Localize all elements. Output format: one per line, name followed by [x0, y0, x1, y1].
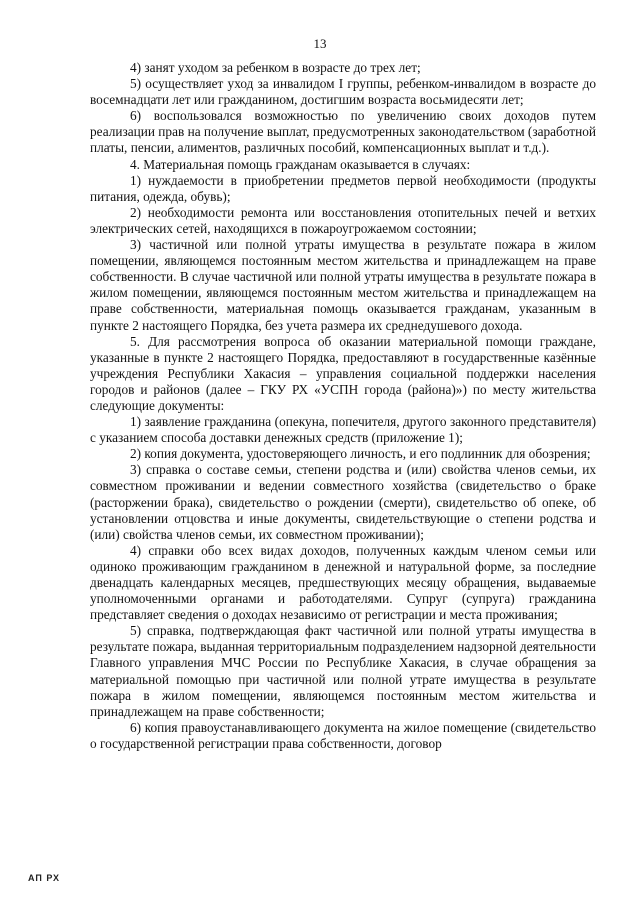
- footer-mark: АП РХ: [28, 873, 61, 883]
- paragraph-item-4-childcare: 4) занят уходом за ребенком в возрасте до трех лет;: [130, 60, 421, 75]
- paragraph-section-5-heading: 5. Для рассмотрения вопроса об оказании материальной помощи граждане, указанные в пункте 2 настоящего Порядка, предоставляют в государственные казённые учреждения Республики Хакасия – управления социальной поддержки населения городов и районов (далее – ГКУ РХ «УСПН города (района)») по месту жительства следующие документы:: [90, 333, 596, 413]
- paragraph-doc-4-income: 4) справки обо всех видах доходов, полученных каждым членом семьи или одиноко проживающим гражданином в денежной и натуральной форме, за последние двенадцать календарных месяцев, предшествующих месяцу обращения, выдаваемые уполномоченными органами и работодателями. Супруг (супруга) гражданина представляет сведения о доходах независимо от регистрации и места проживания;: [90, 542, 596, 623]
- document-body: [90, 60, 596, 752]
- page-number: 13: [313, 36, 327, 51]
- paragraph-case-2-repair: 2) необходимости ремонта или восстановления отопительных печей и ветхих электрических сетей, находящихся в пожароугрожаемом состоянии;: [90, 204, 596, 236]
- paragraph-doc-2-identity: 2) копия документа, удостоверяющего личность, и его подлинник для обозрения;: [130, 446, 591, 462]
- paragraph-doc-3-family: 3) справка о составе семьи, степени родства и (или) свойства членов семьи, их совместном проживании и ведении совместного хозяйства (свидетельство о браке (расторжении брака), свидетельство о рождении (смерти), свидетельство об опеке, об установлении отцовства и иные документы, свидетельствующие о степени родства и (или) свойства членов семьи, их совместном проживании);: [90, 462, 596, 542]
- paragraph-doc-5-fire-certificate: 5) справка, подтверждающая факт частичной или полной утраты имущества в результате пожара, выданная территориальным подразделением надзорной деятельности Главного управления МЧС России по Республике Хакасия, в случае обращения за материальной помощью при частичной или полной утрате имущества в результате пожара в жилом помещении, являющемся постоянным местом жительства и принадлежащем на праве собственности;: [90, 623, 596, 719]
- paragraph-item-5-disabled-care: 5) осуществляет уход за инвалидом I группы, ребенком-инвалидом в возрасте до восемнадцати лет или гражданином, достигшим возраста восьмидесяти лет;: [90, 76, 596, 108]
- paragraph-section-4-heading: 4. Материальная помощь гражданам оказывается в случаях:: [130, 156, 471, 172]
- paragraph-doc-1-application: 1) заявление гражданина (опекуна, попечителя, другого законного представителя) с указанием способа доставки денежных средств (приложение 1);: [90, 414, 596, 446]
- paragraph-case-3-fire: 3) частичной или полной утраты имущества в результате пожара в жилом помещении, являющемся постоянным местом жительства и принадлежащем на праве собственности. В случае частичной или полной утраты имущества в результате пожара в жилом помещении, являющемся постоянным местом жительства и принадлежащем на праве собственности, материальная помощь оказывается гражданам, указанным в пункте 2 настоящего Порядка, без учета размера их среднедушевого дохода.: [90, 237, 596, 333]
- paragraph-case-1-necessities: 1) нуждаемости в приобретении предметов первой необходимости (продукты питания, одежда, обувь);: [90, 172, 596, 204]
- paragraph-item-6-income: 6) воспользовался возможностью по увеличению своих доходов путем реализации прав на получение выплат, предусмотренных законодательством (заработной платы, пенсии, алиментов, различных пособий, компенсационных выплат и т.д.).: [90, 108, 596, 156]
- paragraph-doc-6-title-deed: 6) копия правоустанавливающего документа на жилое помещение (свидетельство о государственной регистрации права собственности, договор: [90, 719, 596, 751]
